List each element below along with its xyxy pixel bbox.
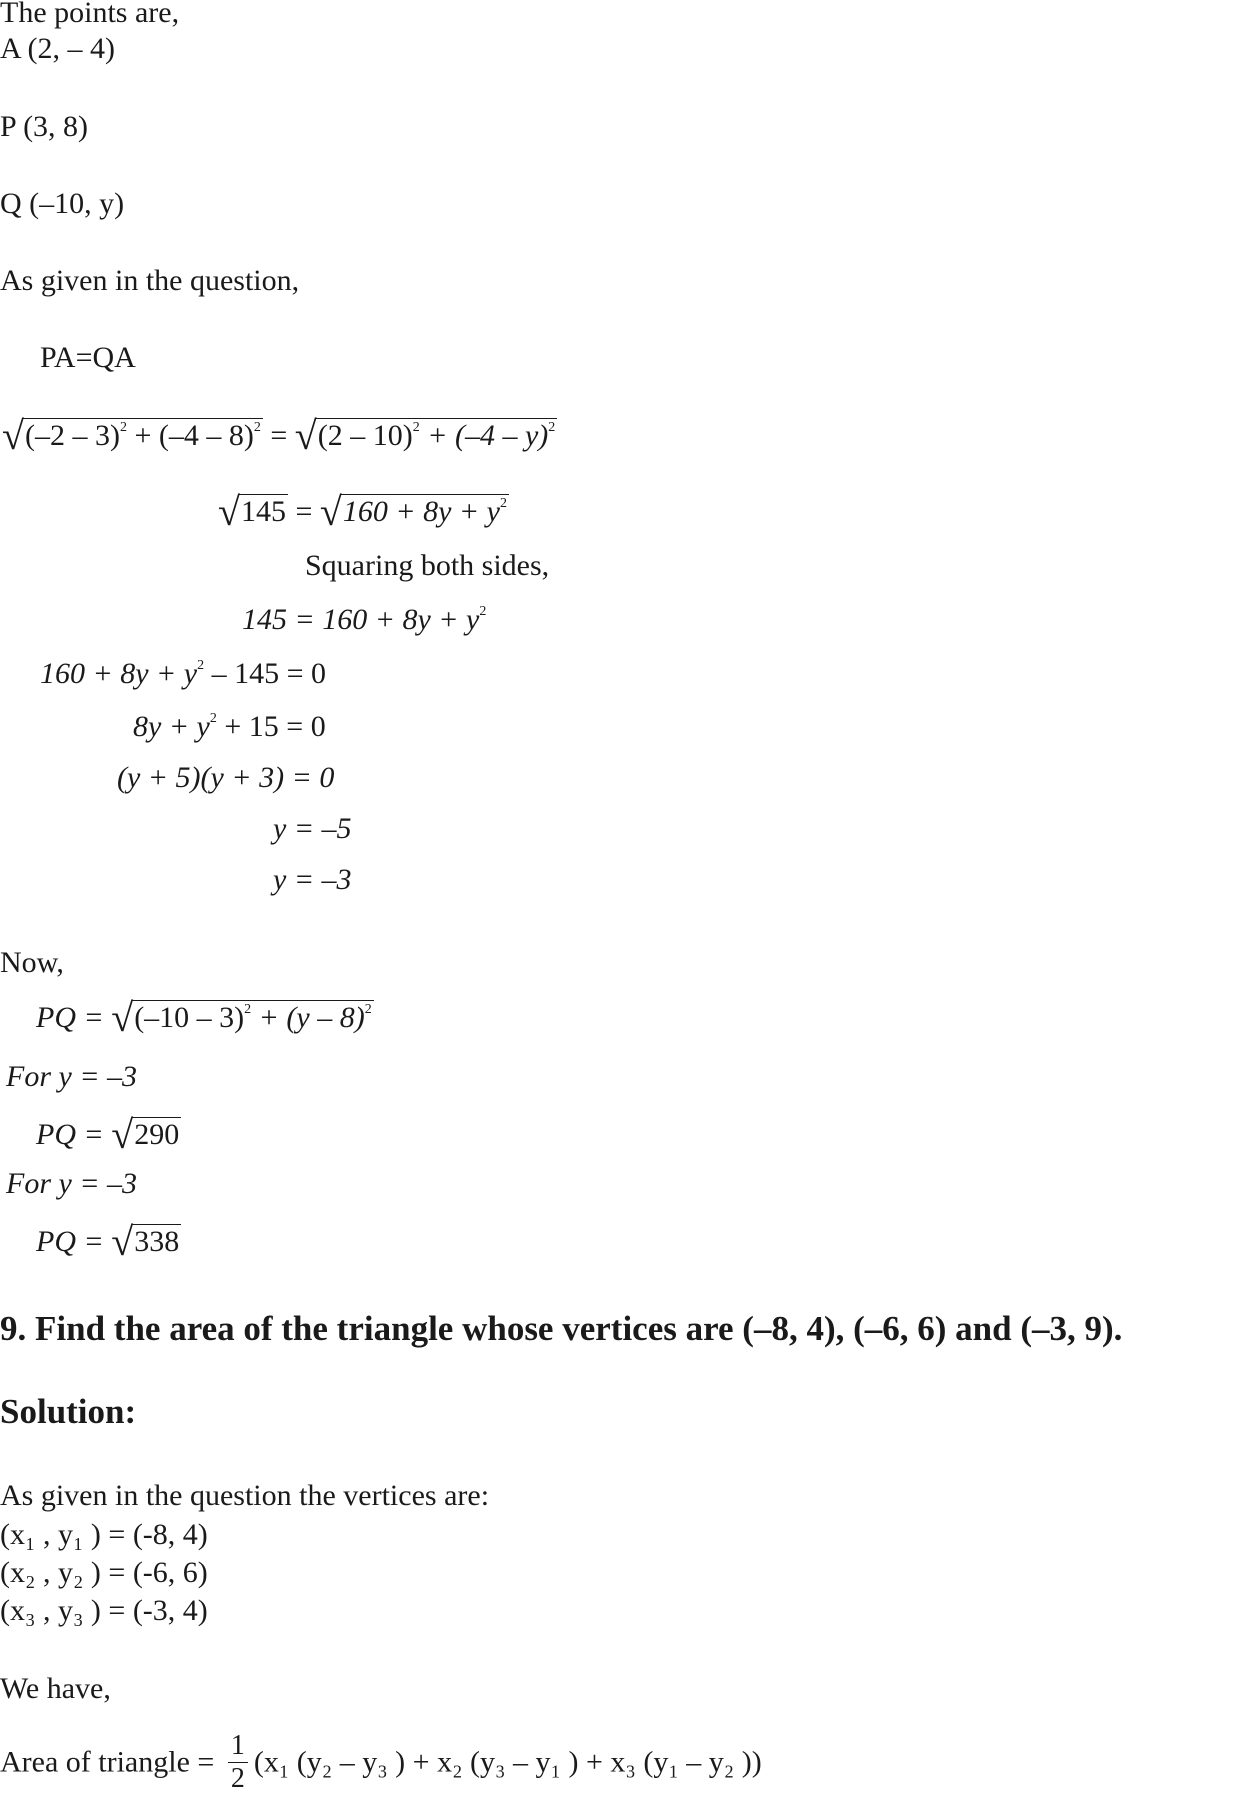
vertex-2: (x₂ , y₂ ) = (-6, 6) (0, 1556, 208, 1589)
radical-sign: √ (2, 413, 24, 458)
radicand-left: (–2 – 3)$^2$ + (–4 – 8)$^2$ (24, 419, 261, 452)
points-label: The points are, (0, 0, 180, 29)
radicand-right: (2 – 10)$^2$ + (–4 – y)$^2$ (317, 419, 556, 452)
sqrt-equation: $√145 = √160 + 8y + y^2$ (218, 489, 507, 534)
squaring-text: Squaring both sides, (305, 549, 550, 582)
case-1: For y = –3 (6, 1060, 138, 1093)
root-1: y = –5 (273, 812, 352, 845)
solution-heading: Solution: (0, 1392, 137, 1431)
case-2: For y = –3 (6, 1167, 138, 1200)
step-4: $160 + 8y + y^2 - 145 = 0$ (40, 657, 327, 690)
question-9-title: 9. Find the area of the triangle whose vertices are (–8, 4), (–6, 6) and (–3, 9). (0, 1309, 1123, 1348)
case-2-result: PQ = √338 (36, 1219, 180, 1264)
case-1-result: PQ = √290 (36, 1112, 180, 1157)
point-q: Q (–10, y) (0, 187, 125, 220)
area-formula: Area of triangle = $\frac{1}{2}$ (x₁ (y₂ – y₃ ) + x₂ (y₃ – y₁ ) + x₃ (y₁ – y₂ )) (0, 1730, 762, 1795)
equation-pa-qa: PA=QA (40, 341, 136, 374)
point-p: P (3, 8) (0, 110, 89, 143)
point-a: A (2, – 4) (0, 32, 115, 65)
given-text: As given in the question, (0, 264, 300, 297)
given-vertices-text: As given in the question the vertices are: (0, 1479, 490, 1512)
root-2: y = –3 (273, 863, 352, 896)
pq-formula: PQ = √(–10 – 3)$^2$ + (y – 8)$^2$ (36, 995, 372, 1040)
distance-equation: √(–2 – 3)$^2$ + (–4 – 8)$^2$ = √(2 – 10)$^2$ + (–4 – y)$^2$ (2, 413, 556, 458)
radical-sign: √ (294, 413, 317, 458)
one-half-fraction: $\frac{1}{2}$ (228, 1730, 248, 1795)
vertex-3: (x₃ , y₃ ) = (-3, 4) (0, 1594, 208, 1627)
now-text: Now, (0, 946, 64, 979)
step-6: (y + 5)(y + 3) = 0 (117, 761, 335, 794)
vertex-1: (x₁ , y₁ ) = (-8, 4) (0, 1518, 208, 1551)
we-have-text: We have, (0, 1672, 111, 1705)
step-5: $8y + y^2 + 15 = 0$ (133, 710, 326, 743)
step-3: $145 = 160 + 8y + y^2$ (242, 603, 487, 636)
